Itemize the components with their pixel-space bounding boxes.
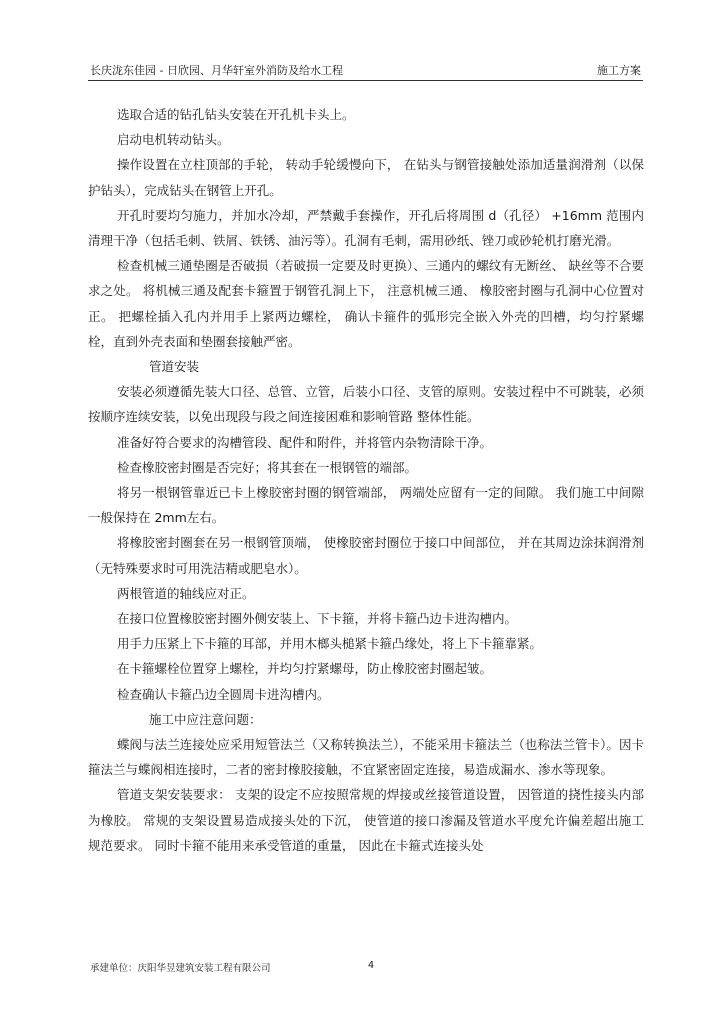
paragraph-drilling-notes: 开孔时要均匀施力，并加水冷却，严禁戴手套操作，开孔后将周围 d（孔径） +16mm 范围内清理干净（包括毛刺、铁屑、铁锈、油污等）。孔洞有毛刺，需用砂纸、锉刀或砂轮机打磨光滑。 bbox=[88, 207, 644, 249]
header-divider bbox=[88, 80, 643, 81]
paragraph-select-drill-bit: 选取合适的钻孔钻头安装在开孔机卡头上。 bbox=[117, 107, 355, 122]
paragraph-start-motor: 启动电机转动钻头。 bbox=[117, 132, 230, 148]
paragraph-check-clamp-edge: 检查确认卡箍凸边全圆周卡进沟槽内。 bbox=[117, 686, 330, 702]
paragraph-valve-flange: 蝶阀与法兰连接处应采用短管法兰（又称转换法兰），不能采用卡箍法兰（也称法兰管卡）。因卡箍法兰与蝶阀相连接时，二者的密封橡胶接触，不宜紧密固定连接，易造成漏水、渗水等现象。 bbox=[88, 737, 644, 778]
paragraph-press-clamps: 用手力压紧上下卡箍的耳部，并用木榔头槌紧卡箍凸缘处，将上下卡箍靠紧。 bbox=[117, 636, 543, 652]
paragraph-position-seal-ring: 将橡胶密封圈套在另一根钢管顶端， 使橡胶密封圈位于接口中间部位， 并在其周边涂抹润滑剂（无特殊要求时可用洗洁精或肥皂水）。 bbox=[88, 535, 644, 576]
document-body bbox=[88, 102, 644, 858]
page-number: 4 bbox=[368, 960, 375, 971]
header-document-type: 施工方案 bbox=[597, 64, 641, 77]
paragraph-operate-handwheel: 操作设置在立柱顶部的手轮， 转动手轮缓慢向下， 在钻头与钢管接触处添加适量润滑剂（以保护钻头），完成钻头在钢管上开孔。 bbox=[88, 157, 644, 198]
paragraph-support-requirements: 管道支架安装要求： 支架的设定不应按照常规的焊接或丝接管道设置， 因管道的挠性接头内部为橡胶。 常规的支架设置易造成接头处的下沉， 使管道的接口渗漏及管道水平度允许偏差超出施工规范要求。 同时卡箍不能用来承受管道的重量， 因此在卡箍式连接头处 bbox=[88, 787, 644, 853]
paragraph-prepare-pipes: 准备好符合要求的沟槽管段、配件和附件，并将管内杂物清除干净。 bbox=[117, 434, 493, 450]
paragraph-align-axes: 两根管道的轴线应对正。 bbox=[117, 585, 255, 601]
paragraph-install-clamps: 在接口位置橡胶密封圈外侧安装上、下卡箍，并将卡箍凸边卡进沟槽内。 bbox=[117, 611, 518, 627]
paragraph-pipe-gap: 将另一根钢管靠近已卡上橡胶密封圈的钢管端部， 两端处应留有一定的间隙。 我们施工中间隙一般保持在 2mm左右。 bbox=[88, 485, 644, 526]
page-header bbox=[90, 62, 641, 78]
paragraph-check-seal-ring: 检查橡胶密封圈是否完好；将其套在一根钢管的端部。 bbox=[117, 459, 418, 475]
paragraph-installation-order: 安装必须遵循先装大口径、总管、立管，后装小口径、支管的原则。安装过程中不可跳装，必须按顺序连续安装，以免出现段与段之间连接困难和影响管路 整体性能。 bbox=[88, 384, 644, 425]
section-title-construction-notes: 施工中应注意问题： bbox=[149, 711, 262, 727]
header-project-title: 长庆泷东佳园 - 日欣园、月华轩室外消防及给水工程 bbox=[90, 64, 343, 77]
page-footer bbox=[90, 960, 641, 974]
paragraph-check-tee-gasket: 检查机械三通垫圈是否破损（若破损一定要及时更换）、三通内的螺纹有无断丝、 缺丝等不合要求之处。 将机械三通及配套卡箍置于钢管孔洞上下， 注意机械三通、 橡胶密封圈与孔洞中心位置对正。 把螺栓插入孔内并用手上紧两边螺栓， 确认卡箍件的弧形完全嵌入外壳的凹槽，均匀拧紧螺栓，直到外壳表面和垫圈套接触严密。 bbox=[88, 258, 644, 349]
footer-contractor: 承建单位：庆阳华昱建筑安装工程有限公司 bbox=[90, 963, 271, 974]
paragraph-tighten-bolts: 在卡箍螺栓位置穿上螺栓，并均匀拧紧螺母，防止橡胶密封圈起皱。 bbox=[117, 661, 493, 677]
section-title-pipe-installation: 管道安装 bbox=[149, 359, 200, 375]
